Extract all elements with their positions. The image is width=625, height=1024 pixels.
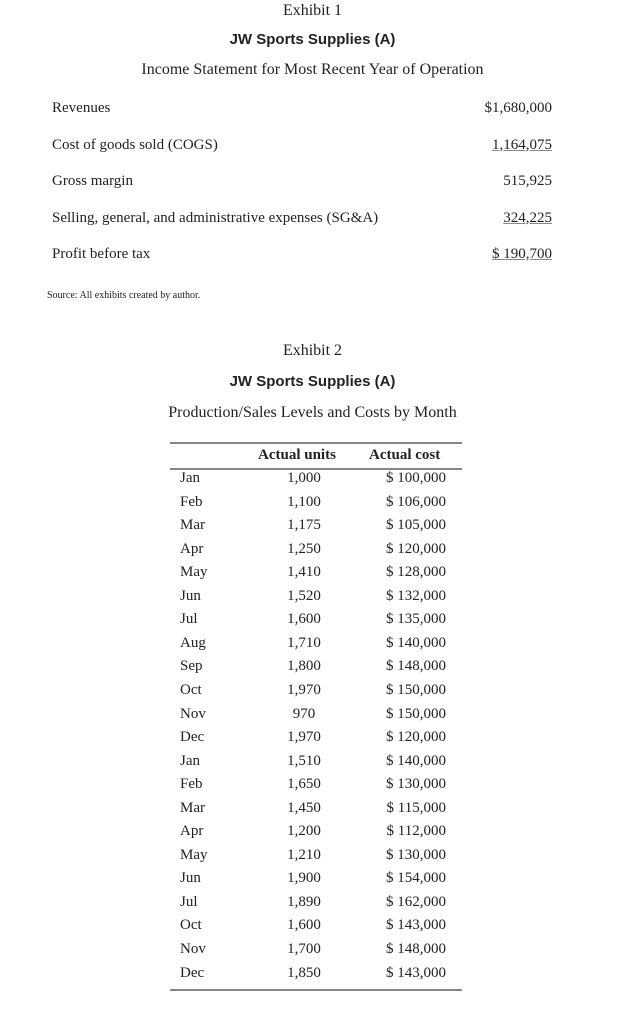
table-row <box>170 729 462 751</box>
cost-cell: $ 148,000 <box>386 941 446 957</box>
cost-cell: $ 140,000 <box>386 634 446 651</box>
month-cell: Dec <box>180 729 205 746</box>
units-cell: 1,100 <box>287 493 321 510</box>
table-row <box>170 823 462 845</box>
units-cell: 1,600 <box>287 611 321 628</box>
month-cell: Dec <box>180 964 205 981</box>
units-cell: 1,890 <box>287 893 321 910</box>
month-cell: Jul <box>180 611 198 628</box>
month-cell: Jun <box>180 587 201 604</box>
units-cell: 1,410 <box>287 564 321 581</box>
table-row <box>170 541 462 563</box>
table-row <box>170 965 462 987</box>
month-cell: Jun <box>180 870 201 887</box>
table-row <box>170 753 462 775</box>
units-cell: 1,800 <box>287 658 321 675</box>
month-cell: Sep <box>180 658 203 675</box>
units-cell: 1,510 <box>287 752 321 769</box>
cost-cell: $ 162,000 <box>386 893 446 910</box>
table-row <box>170 588 462 610</box>
units-cell: 970 <box>292 705 316 722</box>
table-top-rule <box>170 442 462 444</box>
table-row <box>170 635 462 657</box>
exhibit-2-label: Exhibit 2 <box>282 342 343 359</box>
table-row <box>170 706 462 728</box>
month-cell: Mar <box>180 517 205 534</box>
table-row <box>170 682 462 704</box>
month-cell: Nov <box>180 941 206 957</box>
table-row <box>170 847 462 869</box>
cost-cell: $ 120,000 <box>386 729 446 746</box>
cost-cell: $ 154,000 <box>386 870 446 887</box>
table-row <box>170 776 462 798</box>
income-label: Profit before tax <box>52 246 151 262</box>
units-cell: 1,520 <box>287 587 321 604</box>
table-row <box>170 800 462 822</box>
units-cell: 1,200 <box>287 823 321 840</box>
exhibit-1-title: JW Sports Supplies (A) <box>229 31 396 48</box>
month-cell: Apr <box>180 823 204 840</box>
table-row <box>170 611 462 633</box>
cost-cell: $ 132,000 <box>386 587 446 604</box>
income-label: Revenues <box>52 100 111 116</box>
month-cell: Apr <box>180 540 204 557</box>
income-label: Cost of goods sold (COGS) <box>52 136 218 153</box>
cost-cell: $ 150,000 <box>386 681 446 698</box>
table-row <box>170 941 462 963</box>
month-cell: Feb <box>180 776 203 793</box>
cost-cell: $ 140,000 <box>386 752 446 769</box>
income-row <box>52 100 552 120</box>
units-cell: 1,175 <box>287 517 321 534</box>
cost-cell: $ 105,000 <box>386 517 446 534</box>
income-row <box>52 210 552 230</box>
cost-cell: $ 130,000 <box>386 846 446 863</box>
cost-cell: $ 130,000 <box>386 776 446 793</box>
header-actual-units: Actual units <box>258 447 336 463</box>
month-cell: Oct <box>180 917 202 934</box>
month-cell: May <box>180 564 208 581</box>
cost-cell: $ 135,000 <box>386 611 446 628</box>
cost-cell: $ 143,000 <box>386 964 446 981</box>
table-row <box>170 564 462 586</box>
month-cell: Feb <box>180 493 203 510</box>
income-row <box>52 137 552 157</box>
month-cell: Jan <box>180 752 200 769</box>
units-cell: 1,900 <box>287 870 321 887</box>
income-row <box>52 246 552 266</box>
cost-cell: $ 150,000 <box>386 705 446 722</box>
table-row <box>170 870 462 892</box>
exhibit-1-subtitle: Income Statement for Most Recent Year of Operation <box>141 61 484 78</box>
cost-cell: $ 143,000 <box>386 917 446 934</box>
source-note: Source: All exhibits created by author. <box>47 290 201 301</box>
income-row <box>52 173 552 193</box>
income-value: 1,164,075 <box>492 136 552 153</box>
month-cell: Mar <box>180 799 205 816</box>
units-cell: 1,700 <box>287 941 321 957</box>
cost-cell: $ 128,000 <box>386 564 446 581</box>
month-cell: Oct <box>180 681 202 698</box>
month-cell: Aug <box>180 634 206 651</box>
table-row <box>170 917 462 939</box>
units-cell: 1,600 <box>287 917 321 934</box>
units-cell: 1,970 <box>287 729 321 746</box>
units-cell: 1,850 <box>287 964 321 981</box>
income-value: $1,680,000 <box>484 100 552 116</box>
exhibit-2-subtitle: Production/Sales Levels and Costs by Month <box>168 404 457 421</box>
units-cell: 1,650 <box>287 776 321 793</box>
table-row <box>170 894 462 916</box>
units-cell: 1,710 <box>287 634 321 651</box>
units-cell: 1,450 <box>287 799 321 816</box>
units-cell: 1,000 <box>287 470 321 486</box>
cost-cell: $ 120,000 <box>386 540 446 557</box>
table-row <box>170 470 462 492</box>
income-label: Selling, general, and administrative expenses (SG&A) <box>52 209 379 226</box>
month-cell: Nov <box>180 705 206 722</box>
units-cell: 1,210 <box>287 846 321 863</box>
month-cell: Jul <box>180 893 198 910</box>
units-cell: 1,970 <box>287 681 321 698</box>
units-cell: 1,250 <box>287 540 321 557</box>
table-row <box>170 517 462 539</box>
month-cell: Jan <box>180 470 200 486</box>
cost-cell: $ 115,000 <box>386 799 446 816</box>
table-row <box>170 494 462 516</box>
income-value: $ 190,700 <box>492 246 552 262</box>
table-row <box>170 658 462 680</box>
cost-cell: $ 106,000 <box>386 493 446 510</box>
cost-cell: $ 100,000 <box>386 470 446 486</box>
cost-cell: $ 112,000 <box>386 823 446 840</box>
cost-cell: $ 148,000 <box>386 658 446 675</box>
header-actual-cost: Actual cost <box>369 447 441 463</box>
income-value: 515,925 <box>503 173 552 189</box>
income-value: 324,225 <box>503 209 552 226</box>
month-cell: May <box>180 846 208 863</box>
income-label: Gross margin <box>52 173 133 189</box>
table-bottom-rule <box>170 989 462 991</box>
exhibit-1-label: Exhibit 1 <box>282 2 343 19</box>
exhibit-2-title: JW Sports Supplies (A) <box>229 373 396 390</box>
